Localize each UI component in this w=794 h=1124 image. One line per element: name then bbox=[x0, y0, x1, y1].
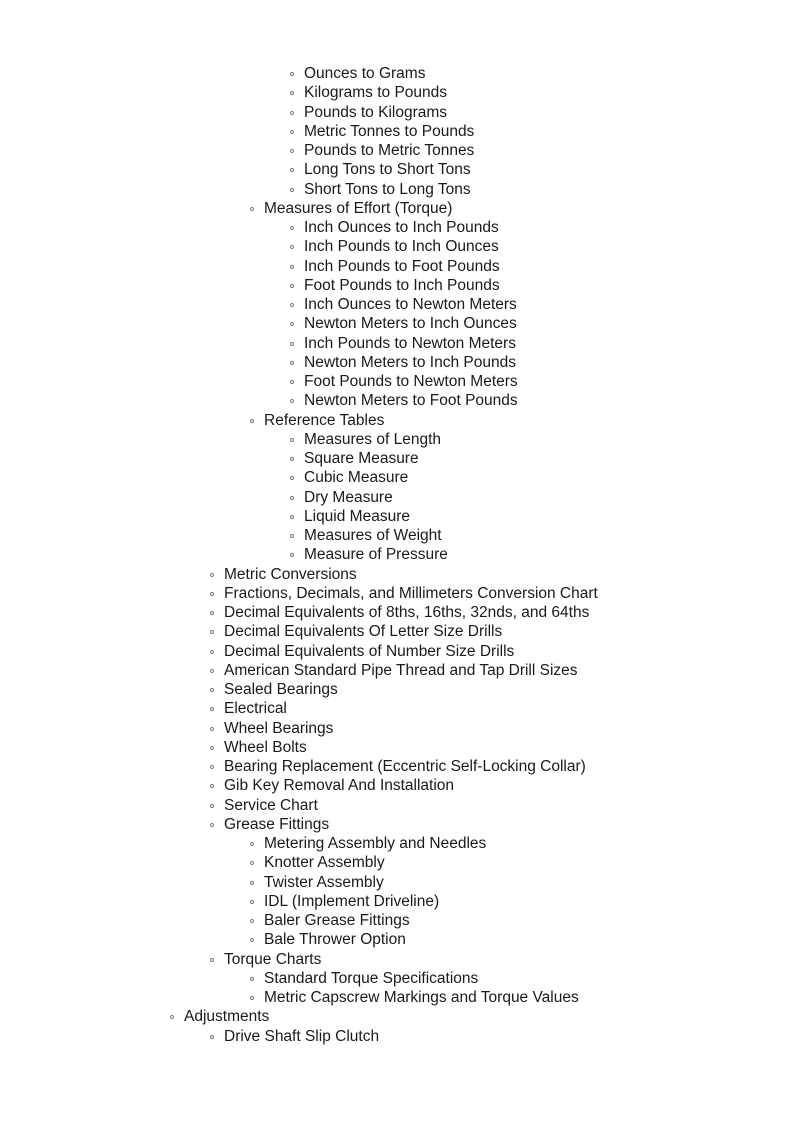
toc-item-label: Foot Pounds to Newton Meters bbox=[304, 373, 518, 390]
circle-bullet-icon bbox=[290, 438, 294, 442]
toc-item-label: Fractions, Decimals, and Millimeters Conversion Chart bbox=[224, 584, 598, 602]
toc-item-level-4[interactable] bbox=[0, 430, 794, 449]
toc-item-level-2[interactable] bbox=[0, 757, 794, 776]
toc-item-label: Gib Key Removal And Installation bbox=[224, 777, 455, 795]
toc-item-label: Measures of Length bbox=[304, 430, 442, 448]
toc-item-label: Metric Conversions bbox=[224, 565, 357, 583]
circle-bullet-icon bbox=[250, 938, 254, 942]
circle-bullet-icon bbox=[210, 727, 214, 731]
toc-item-label: Torque Charts bbox=[224, 950, 322, 968]
toc-item-level-4[interactable] bbox=[0, 334, 794, 353]
toc-item-level-4[interactable] bbox=[0, 295, 794, 314]
toc-item-label: Kilograms to Pounds bbox=[304, 84, 448, 102]
circle-bullet-icon bbox=[250, 977, 254, 981]
toc-item-level-4[interactable] bbox=[0, 488, 794, 507]
toc-item-level-4[interactable] bbox=[0, 353, 794, 372]
circle-bullet-icon bbox=[290, 130, 294, 134]
toc-item-label: Grease Fittings bbox=[224, 815, 330, 833]
circle-bullet-icon bbox=[250, 881, 254, 885]
circle-bullet-icon bbox=[210, 611, 214, 615]
toc-item-level-4[interactable] bbox=[0, 122, 794, 141]
toc-item-label: Newton Meters to Inch Pounds bbox=[304, 353, 516, 371]
toc-item-label: Measures of Weight bbox=[304, 527, 442, 544]
circle-bullet-icon bbox=[210, 573, 214, 577]
toc-item-label: Measure of Pressure bbox=[304, 546, 448, 564]
toc-item-level-3[interactable] bbox=[0, 969, 794, 988]
toc-item-level-2[interactable] bbox=[0, 738, 794, 757]
toc-item-label: Metric Capscrew Markings and Torque Values bbox=[264, 989, 579, 1006]
toc-item-level-4[interactable] bbox=[0, 103, 794, 122]
toc-item-level-3[interactable] bbox=[0, 853, 794, 872]
circle-bullet-icon bbox=[290, 245, 294, 249]
circle-bullet-icon bbox=[250, 919, 254, 923]
circle-bullet-icon bbox=[210, 707, 214, 711]
toc-item-label: Long Tons to Short Tons bbox=[304, 161, 471, 179]
toc-item-level-3[interactable] bbox=[0, 873, 794, 892]
toc-item-level-4[interactable] bbox=[0, 526, 794, 545]
toc-item-label: Inch Pounds to Foot Pounds bbox=[304, 257, 500, 275]
toc-item-level-2[interactable] bbox=[0, 699, 794, 718]
toc-item-label: Decimal Equivalents of Number Size Drills bbox=[224, 642, 515, 660]
toc-item-label: Ounces to Grams bbox=[304, 65, 426, 82]
toc-item-label: Cubic Measure bbox=[304, 469, 409, 487]
circle-bullet-icon bbox=[250, 207, 254, 211]
toc-item-label: Pounds to Metric Tonnes bbox=[304, 142, 475, 159]
circle-bullet-icon bbox=[290, 476, 294, 480]
circle-bullet-icon bbox=[290, 515, 294, 519]
table-of-contents bbox=[0, 64, 794, 1046]
circle-bullet-icon bbox=[290, 496, 294, 500]
toc-item-label: Pounds to Kilograms bbox=[304, 103, 448, 121]
toc-item-level-4[interactable] bbox=[0, 314, 794, 333]
circle-bullet-icon bbox=[290, 168, 294, 172]
toc-item-level-4[interactable] bbox=[0, 276, 794, 295]
circle-bullet-icon bbox=[290, 457, 294, 461]
toc-item-label: Measures of Effort (Torque) bbox=[264, 199, 453, 217]
circle-bullet-icon bbox=[250, 900, 254, 904]
toc-item-label: Liquid Measure bbox=[304, 507, 410, 525]
circle-bullet-icon bbox=[290, 149, 294, 153]
circle-bullet-icon bbox=[290, 188, 294, 192]
circle-bullet-icon bbox=[290, 226, 294, 230]
toc-item-label: Decimal Equivalents Of Letter Size Drills bbox=[224, 623, 503, 641]
toc-item-level-4[interactable] bbox=[0, 391, 794, 410]
toc-item-label: Bearing Replacement (Eccentric Self-Locking Collar) bbox=[224, 758, 586, 775]
toc-item-level-3[interactable] bbox=[0, 199, 794, 218]
toc-item-level-2[interactable] bbox=[0, 680, 794, 699]
toc-item-level-3[interactable] bbox=[0, 834, 794, 853]
circle-bullet-icon bbox=[210, 958, 214, 962]
circle-bullet-icon bbox=[290, 380, 294, 384]
toc-item-label: Standard Torque Specifications bbox=[264, 969, 479, 987]
toc-item-label: Inch Pounds to Newton Meters bbox=[304, 334, 516, 352]
toc-item-level-4[interactable] bbox=[0, 257, 794, 276]
toc-item-label: Metric Tonnes to Pounds bbox=[304, 122, 475, 140]
toc-item-level-2[interactable] bbox=[0, 622, 794, 641]
circle-bullet-icon bbox=[210, 1035, 214, 1039]
toc-item-level-4[interactable] bbox=[0, 64, 794, 83]
toc-item-label: Reference Tables bbox=[264, 411, 385, 429]
circle-bullet-icon bbox=[290, 91, 294, 95]
toc-item-label: Electrical bbox=[224, 700, 287, 718]
toc-item-level-4[interactable] bbox=[0, 545, 794, 564]
toc-item-label: Newton Meters to Foot Pounds bbox=[304, 392, 518, 410]
toc-item-level-2[interactable] bbox=[0, 642, 794, 661]
toc-item-level-4[interactable] bbox=[0, 180, 794, 199]
toc-item-label: Inch Ounces to Inch Pounds bbox=[304, 219, 499, 236]
toc-item-level-4[interactable] bbox=[0, 237, 794, 256]
circle-bullet-icon bbox=[170, 1015, 174, 1019]
toc-item-level-4[interactable] bbox=[0, 141, 794, 160]
toc-item-label: Newton Meters to Inch Ounces bbox=[304, 315, 517, 333]
toc-item-level-4[interactable] bbox=[0, 468, 794, 487]
toc-item-level-4[interactable] bbox=[0, 160, 794, 179]
toc-item-label: IDL (Implement Driveline) bbox=[264, 892, 440, 910]
circle-bullet-icon bbox=[210, 688, 214, 692]
toc-item-level-2[interactable] bbox=[0, 1027, 794, 1046]
circle-bullet-icon bbox=[250, 419, 254, 423]
toc-item-level-4[interactable] bbox=[0, 372, 794, 391]
circle-bullet-icon bbox=[210, 592, 214, 596]
toc-item-label: Wheel Bearings bbox=[224, 719, 334, 737]
toc-item-label: American Standard Pipe Thread and Tap Drill Sizes bbox=[224, 661, 578, 679]
circle-bullet-icon bbox=[290, 534, 294, 538]
circle-bullet-icon bbox=[210, 746, 214, 750]
toc-item-level-4[interactable] bbox=[0, 449, 794, 468]
circle-bullet-icon bbox=[290, 111, 294, 115]
toc-item-label: Sealed Bearings bbox=[224, 681, 338, 698]
toc-item-level-4[interactable] bbox=[0, 507, 794, 526]
circle-bullet-icon bbox=[290, 399, 294, 403]
toc-item-level-2[interactable] bbox=[0, 661, 794, 680]
circle-bullet-icon bbox=[290, 361, 294, 365]
toc-item-label: Metering Assembly and Needles bbox=[264, 835, 487, 852]
toc-item-label: Dry Measure bbox=[304, 488, 393, 506]
toc-item-label: Knotter Assembly bbox=[264, 854, 385, 872]
toc-item-level-1[interactable] bbox=[0, 1007, 794, 1026]
toc-item-label: Foot Pounds to Inch Pounds bbox=[304, 276, 500, 294]
toc-item-level-2[interactable] bbox=[0, 565, 794, 584]
toc-item-level-2[interactable] bbox=[0, 603, 794, 622]
circle-bullet-icon bbox=[290, 284, 294, 288]
circle-bullet-icon bbox=[290, 322, 294, 326]
toc-item-label: Service Chart bbox=[224, 796, 318, 814]
toc-item-level-3[interactable] bbox=[0, 930, 794, 949]
toc-item-level-4[interactable] bbox=[0, 218, 794, 237]
circle-bullet-icon bbox=[290, 265, 294, 269]
circle-bullet-icon bbox=[210, 669, 214, 673]
circle-bullet-icon bbox=[250, 861, 254, 865]
toc-item-level-2[interactable] bbox=[0, 776, 794, 795]
toc-item-label: Short Tons to Long Tons bbox=[304, 180, 471, 198]
toc-item-level-3[interactable] bbox=[0, 988, 794, 1007]
circle-bullet-icon bbox=[210, 630, 214, 634]
circle-bullet-icon bbox=[290, 553, 294, 557]
toc-item-level-4[interactable] bbox=[0, 83, 794, 102]
circle-bullet-icon bbox=[210, 765, 214, 769]
circle-bullet-icon bbox=[290, 342, 294, 346]
circle-bullet-icon bbox=[210, 804, 214, 808]
toc-item-level-3[interactable] bbox=[0, 911, 794, 930]
toc-item-level-3[interactable] bbox=[0, 411, 794, 430]
circle-bullet-icon bbox=[250, 996, 254, 1000]
circle-bullet-icon bbox=[290, 303, 294, 307]
toc-item-label: Bale Thrower Option bbox=[264, 931, 406, 949]
toc-item-label: Drive Shaft Slip Clutch bbox=[224, 1027, 380, 1045]
toc-item-label: Adjustments bbox=[184, 1008, 270, 1026]
toc-item-level-2[interactable] bbox=[0, 584, 794, 603]
toc-item-label: Twister Assembly bbox=[264, 873, 384, 891]
circle-bullet-icon bbox=[210, 650, 214, 654]
toc-item-label: Square Measure bbox=[304, 450, 419, 467]
toc-item-level-2[interactable] bbox=[0, 796, 794, 815]
toc-item-label: Inch Ounces to Newton Meters bbox=[304, 296, 517, 313]
circle-bullet-icon bbox=[210, 823, 214, 827]
circle-bullet-icon bbox=[290, 72, 294, 76]
circle-bullet-icon bbox=[210, 784, 214, 788]
toc-item-level-2[interactable] bbox=[0, 815, 794, 834]
toc-item-level-2[interactable] bbox=[0, 950, 794, 969]
toc-item-label: Inch Pounds to Inch Ounces bbox=[304, 238, 499, 256]
toc-item-label: Baler Grease Fittings bbox=[264, 912, 410, 929]
toc-item-level-3[interactable] bbox=[0, 892, 794, 911]
toc-item-label: Decimal Equivalents of 8ths, 16ths, 32nds, and 64ths bbox=[224, 604, 590, 621]
toc-item-level-2[interactable] bbox=[0, 719, 794, 738]
circle-bullet-icon bbox=[250, 842, 254, 846]
toc-item-label: Wheel Bolts bbox=[224, 738, 307, 756]
